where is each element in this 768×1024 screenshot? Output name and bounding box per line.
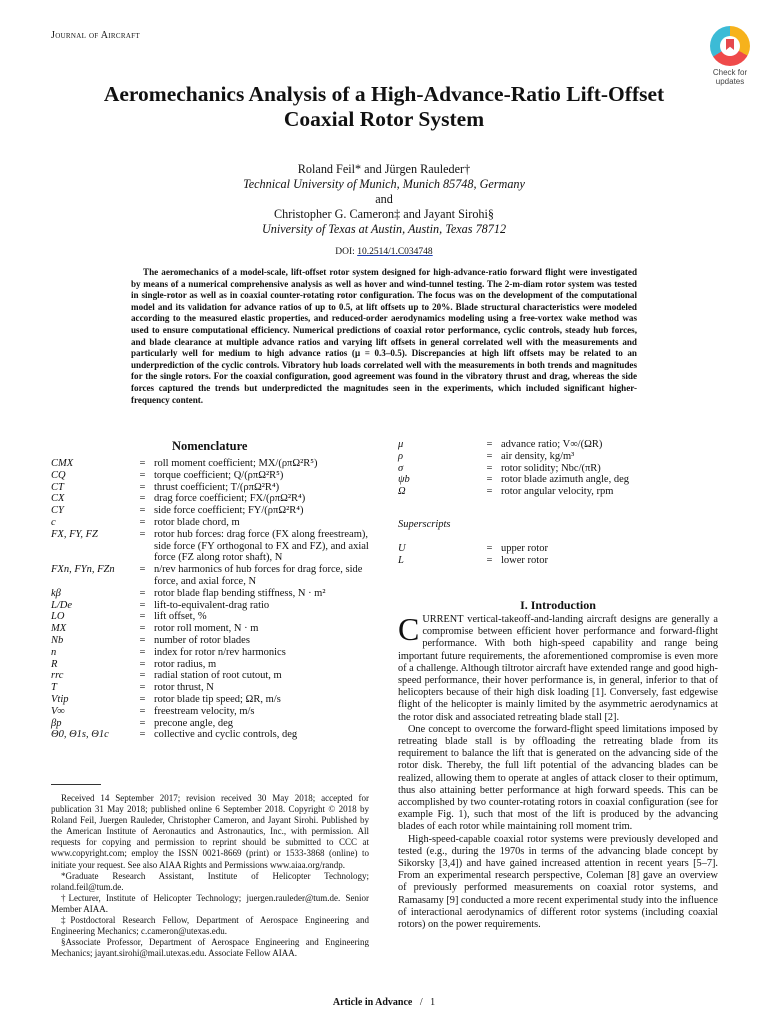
nomenclature-definition: rotor solidity; Nbc/(πR) — [501, 462, 601, 474]
nomenclature-list-right — [398, 439, 718, 498]
nomenclature-definition: rotor blade tip speed; ΩR, m/s — [154, 693, 281, 705]
nomenclature-title: Nomenclature — [172, 439, 248, 453]
nomenclature-definition: lower rotor — [501, 554, 548, 566]
equals-sign: = — [139, 564, 146, 576]
nomenclature-symbol: L — [398, 554, 404, 566]
nomenclature-symbol: Nb — [51, 634, 64, 646]
nomenclature-symbol: ψb — [398, 474, 410, 486]
nomenclature-row — [51, 635, 369, 647]
nomenclature-row — [51, 670, 369, 682]
equals-sign: = — [139, 693, 146, 705]
nomenclature-definition: collective and cyclic controls, deg — [154, 729, 298, 741]
nomenclature-symbol: CT — [51, 481, 64, 493]
nomenclature-symbol: CMX — [51, 458, 74, 469]
journal-name: Journal of Aircraft — [51, 30, 140, 41]
equals-sign: = — [139, 634, 146, 646]
nomenclature-definition: n/rev harmonics of hub forces for drag force, side force, and axial force, N — [154, 564, 363, 587]
superscripts-list — [398, 543, 718, 567]
nomenclature-symbol: R — [51, 658, 58, 670]
nomenclature-definition: roll moment coefficient; MX/(ρπΩ²R⁵) — [154, 458, 318, 469]
check-for-updates-badge[interactable] — [707, 26, 753, 86]
nomenclature-symbol: CX — [51, 493, 65, 505]
nomenclature-definition: rotor blade chord, m — [154, 516, 240, 528]
equals-sign: = — [486, 439, 493, 450]
nomenclature-symbol: σ — [398, 462, 404, 474]
equals-sign: = — [139, 729, 146, 741]
check-for-updates-icon — [710, 26, 750, 66]
nomenclature-definition: index for rotor n/rev harmonics — [154, 646, 286, 658]
equals-sign: = — [139, 505, 146, 517]
nomenclature-row — [51, 458, 369, 470]
footnote-1: *Graduate Research Assistant, Institute of Helicopter Technology; roland.feil@tum.de. — [51, 870, 369, 892]
footer-label: Article in Advance — [332, 997, 413, 1008]
page-number: 1 — [430, 997, 436, 1008]
nomenclature-symbol: LO — [51, 611, 65, 623]
nomenclature-definition: radial station of root cutout, m — [154, 670, 282, 682]
nomenclature-symbol: U — [398, 543, 406, 554]
nomenclature-definition: rotor roll moment, N · m — [154, 623, 259, 635]
nomenclature-row — [51, 682, 369, 694]
equals-sign: = — [139, 599, 146, 611]
nomenclature-symbol: c — [51, 516, 56, 528]
nomenclature-row — [398, 486, 718, 498]
nomenclature-definition: freestream velocity, m/s — [154, 705, 255, 717]
nomenclature-symbol: ρ — [398, 450, 404, 462]
received-note: Received 14 September 2017; revision received 30 May 2018; accepted for publication 31 May 2018; published online 6 September 2018. Copyright © 2018 by Roland Feil, Juergen Rauleder, Christopher Cameron, and Jayant Sirohi. Published by the American Institute of Aeronautics and Astronautics, Inc., with permission. All requests for copying and permission to reprint should be submitted to CCC at www.copyright.com; employ the ISSN 0021-8669 (print) or 1533-3868 (online) to initiate your request. See also AIAA Rights and Permissions www.aiaa.org/randp. — [51, 793, 369, 870]
nomenclature-row — [51, 588, 369, 600]
equals-sign: = — [139, 516, 146, 528]
doi-line — [60, 247, 708, 257]
nomenclature-row — [51, 729, 369, 741]
nomenclature-symbol: FXn, FYn, FZn — [51, 564, 115, 576]
nomenclature-definition: precone angle, deg — [154, 717, 234, 729]
paper-title — [60, 82, 708, 132]
nomenclature-row — [398, 555, 718, 567]
nomenclature-definition: upper rotor — [501, 543, 548, 554]
nomenclature-row — [51, 623, 369, 635]
equals-sign: = — [139, 705, 146, 717]
nomenclature-symbol: CQ — [51, 469, 66, 481]
nomenclature-symbol: rrc — [51, 670, 64, 682]
nomenclature-row — [51, 470, 369, 482]
nomenclature-row — [398, 474, 718, 486]
doi-link[interactable]: 10.2514/1.C034748 — [357, 247, 433, 257]
nomenclature-row — [51, 694, 369, 706]
footer-separator: / — [419, 997, 423, 1008]
nomenclature-row — [398, 543, 718, 555]
equals-sign: = — [139, 646, 146, 658]
equals-sign: = — [486, 486, 493, 498]
footnote-4: §Associate Professor, Department of Aerospace Engineering and Engineering Mechanics; jayant.sirohi@mail.utexas.edu. Associate Fellow AIAA. — [51, 937, 369, 959]
equals-sign: = — [139, 458, 146, 469]
intro-paragraph-1 — [398, 611, 718, 724]
affiliation-ut: University of Texas at Austin, Austin, Texas 78712 — [261, 222, 507, 236]
nomenclature-list-left — [51, 458, 369, 741]
nomenclature-row — [398, 451, 718, 463]
and-separator: and — [375, 192, 393, 206]
superscripts-title: Superscripts — [398, 519, 451, 530]
equals-sign: = — [139, 717, 146, 729]
nomenclature-definition: rotor blade flap bending stiffness, N · m² — [154, 587, 326, 599]
nomenclature-row — [51, 517, 369, 529]
nomenclature-definition: rotor hub forces: drag force (FX along freestream), side force (FY orthogonal to FX and FZ), and axial force (FZ along rotor shaft), N — [154, 528, 369, 564]
equals-sign: = — [139, 611, 146, 623]
nomenclature-symbol: FX, FY, FZ — [51, 528, 98, 540]
equals-sign: = — [486, 554, 493, 566]
footnote-divider — [51, 784, 101, 785]
intro-paragraph-3: High-speed-capable coaxial rotor systems were previously developed and tested (e.g., during the 1970s in terms of the advancing blade concept by Sikorsky [3,4]) and have gained increased attention in recent years [5–7]. From an experimental research perspective, Coleman [8] gave an overview of previously performed measurements on coaxial rotor systems, and Ramasamy [9] conducted a more recent experimental study into the influence of interactional aerodynamics of different rotor systems (including coaxial rotors) on the power requirements. — [398, 833, 718, 931]
page-footer — [0, 997, 768, 1008]
nomenclature-definition: rotor radius, m — [154, 658, 217, 670]
nomenclature-symbol: Vtip — [51, 693, 69, 705]
nomenclature-definition: thrust coefficient; T/(ρπΩ²R⁴) — [154, 481, 280, 493]
nomenclature-row — [51, 505, 369, 517]
nomenclature-row — [51, 564, 369, 588]
nomenclature-symbol: Θ0, Θ1s, Θ1c — [51, 729, 109, 741]
nomenclature-definition: side force coefficient; FY/(ρπΩ²R⁴) — [154, 505, 304, 517]
nomenclature-row — [51, 482, 369, 494]
equals-sign: = — [486, 474, 493, 486]
nomenclature-row — [398, 439, 718, 451]
nomenclature-symbol: kβ — [51, 587, 61, 599]
affiliation-tum: Technical University of Munich, Munich 85748, Germany — [243, 177, 525, 191]
intro-paragraph-2: One concept to overcome the forward-flight speed limitations imposed by retreating blade stall is by offloading the retreating blade from its requirement to balance the lift that is generated on the advancing side of the rotor disk. Thereby, the full lift potential of the advancing blades can be realized, allowing them to operate at angles of attack closer to their optimum, thus also attaining better performance at high forward speeds. This can be accomplished by two counter-rotating rotors in coaxial configuration (see for example Fig. 1), such that most of the lift is produced by the advancing blades of each rotor while maintaining roll moment trim. — [398, 723, 718, 833]
nomenclature-symbol: Ω — [398, 486, 406, 498]
badge-line2: updates — [715, 77, 745, 86]
nomenclature-definition: torque coefficient; Q/(ρπΩ²R⁵) — [154, 469, 284, 481]
authors-ut: Christopher G. Cameron‡ and Jayant Sirohi§ — [273, 207, 495, 221]
equals-sign: = — [139, 493, 146, 505]
intro-p1-text: vertical-takeoff-and-landing aircraft designs are generally a compromise between efficient hover performance and forward-flight performance. With both high-speed capability and range being important future requirements, the aforementioned compromise is even more of a challenge. Although tiltrotor aircraft have extended range and good high-speed performance, their hover performance is, in general, inferior to that of helicopters because of their high disk loading [1]. Conversely, fast edgewise flight of the helicopter is mainly limited by the asymmetric aerodynamics at the rotor disk and associated retreating blade stall [2]. — [398, 614, 718, 723]
authors-tum: Roland Feil* and Jürgen Rauleder† — [297, 162, 471, 176]
nomenclature-definition: lift-to-equivalent-drag ratio — [154, 599, 270, 611]
footnote-3: ‡Postdoctoral Research Fellow, Department of Aerospace Engineering and Engineering Mechanics; c.cameron@utexas.edu. — [51, 915, 369, 937]
nomenclature-definition: rotor blade azimuth angle, deg — [501, 474, 629, 486]
nomenclature-symbol: μ — [398, 439, 404, 450]
nomenclature-row — [51, 647, 369, 659]
badge-line1: Check for — [712, 68, 748, 77]
equals-sign: = — [486, 462, 493, 474]
equals-sign: = — [139, 670, 146, 682]
drop-cap: C — [398, 611, 420, 647]
title-line1: Aeromechanics Analysis of a High-Advance-Ratio Lift-Offset — [103, 82, 665, 106]
equals-sign: = — [486, 543, 493, 554]
nomenclature-definition: number of rotor blades — [154, 634, 250, 646]
title-line2: Coaxial Rotor System — [283, 107, 485, 131]
footnotes — [51, 793, 369, 959]
nomenclature-row — [51, 611, 369, 623]
equals-sign: = — [139, 528, 146, 540]
nomenclature-definition: lift offset, % — [154, 611, 207, 623]
nomenclature-row — [51, 706, 369, 718]
nomenclature-row — [51, 493, 369, 505]
nomenclature-row — [51, 718, 369, 730]
footnote-2: †Lecturer, Institute of Helicopter Technology; juergen.rauleder@tum.de. Senior Member AIAA. — [51, 892, 369, 914]
equals-sign: = — [139, 587, 146, 599]
equals-sign: = — [139, 481, 146, 493]
nomenclature-row — [51, 529, 369, 564]
section-heading-introduction: I. Introduction — [520, 598, 596, 612]
doi-label: DOI: — [335, 247, 358, 257]
nomenclature-definition: rotor angular velocity, rpm — [501, 486, 614, 498]
nomenclature-definition: drag force coefficient; FX/(ρπΩ²R⁴) — [154, 493, 306, 505]
nomenclature-symbol: MX — [51, 623, 67, 635]
nomenclature-definition: air density, kg/m³ — [501, 450, 575, 462]
equals-sign: = — [139, 623, 146, 635]
nomenclature-row — [398, 463, 718, 475]
nomenclature-definition: rotor thrust, N — [154, 682, 214, 694]
equals-sign: = — [139, 682, 146, 694]
equals-sign: = — [139, 658, 146, 670]
nomenclature-row — [51, 600, 369, 612]
nomenclature-symbol: V∞ — [51, 705, 65, 717]
nomenclature-symbol: βp — [51, 717, 62, 729]
author-block — [60, 162, 708, 237]
nomenclature-definition: advance ratio; V∞/(ΩR) — [501, 439, 603, 450]
equals-sign: = — [139, 469, 146, 481]
equals-sign: = — [486, 450, 493, 462]
nomenclature-row — [51, 659, 369, 671]
nomenclature-symbol: T — [51, 682, 57, 694]
intro-caps: URRENT — [422, 614, 464, 625]
nomenclature-symbol: L/De — [51, 599, 72, 611]
nomenclature-symbol: CY — [51, 505, 64, 517]
nomenclature-symbol: n — [51, 646, 57, 658]
abstract: The aeromechanics of a model-scale, lift-offset rotor system designed for high-advance-ratio forward flight were investigated by means of a numerical comprehensive analysis as well as hover and wind-tunnel testing. The 2-m-diam rotor system was tested in single-rotor as well as in coaxial counter-rotating rotor configuration. The focus was on the development of the computational model and its validation for advance ratios of up to 0.5, at lift offsets up to 20%. Blade structural characteristics were modeled according to the measured elastic properties, and reduced-order aerodynamics modeling using a free-vortex wake method was used to ensure computational efficiency. Numerical predictions of coaxial rotor performance, cyclic controls, steady hub forces, and blade clearance at multiple advance ratios and varying lift offsets in general correlated well with the measurements and particularly well for medium to high advance ratios (μ = 0.3–0.5). Discrepancies at high lift offsets may be related to an underprediction of the cyclic controls. Vibratory hub loads correlated well with the measurements in both trends and magnitudes for the single rotors. For the coaxial configuration, good agreement was found in the vibratory thrust and drag, whereas the side forces captured the trends but underpredicted the magnitudes seen in the experiments, which included significant higher-frequency content. — [131, 267, 637, 405]
introduction-body — [398, 611, 718, 931]
